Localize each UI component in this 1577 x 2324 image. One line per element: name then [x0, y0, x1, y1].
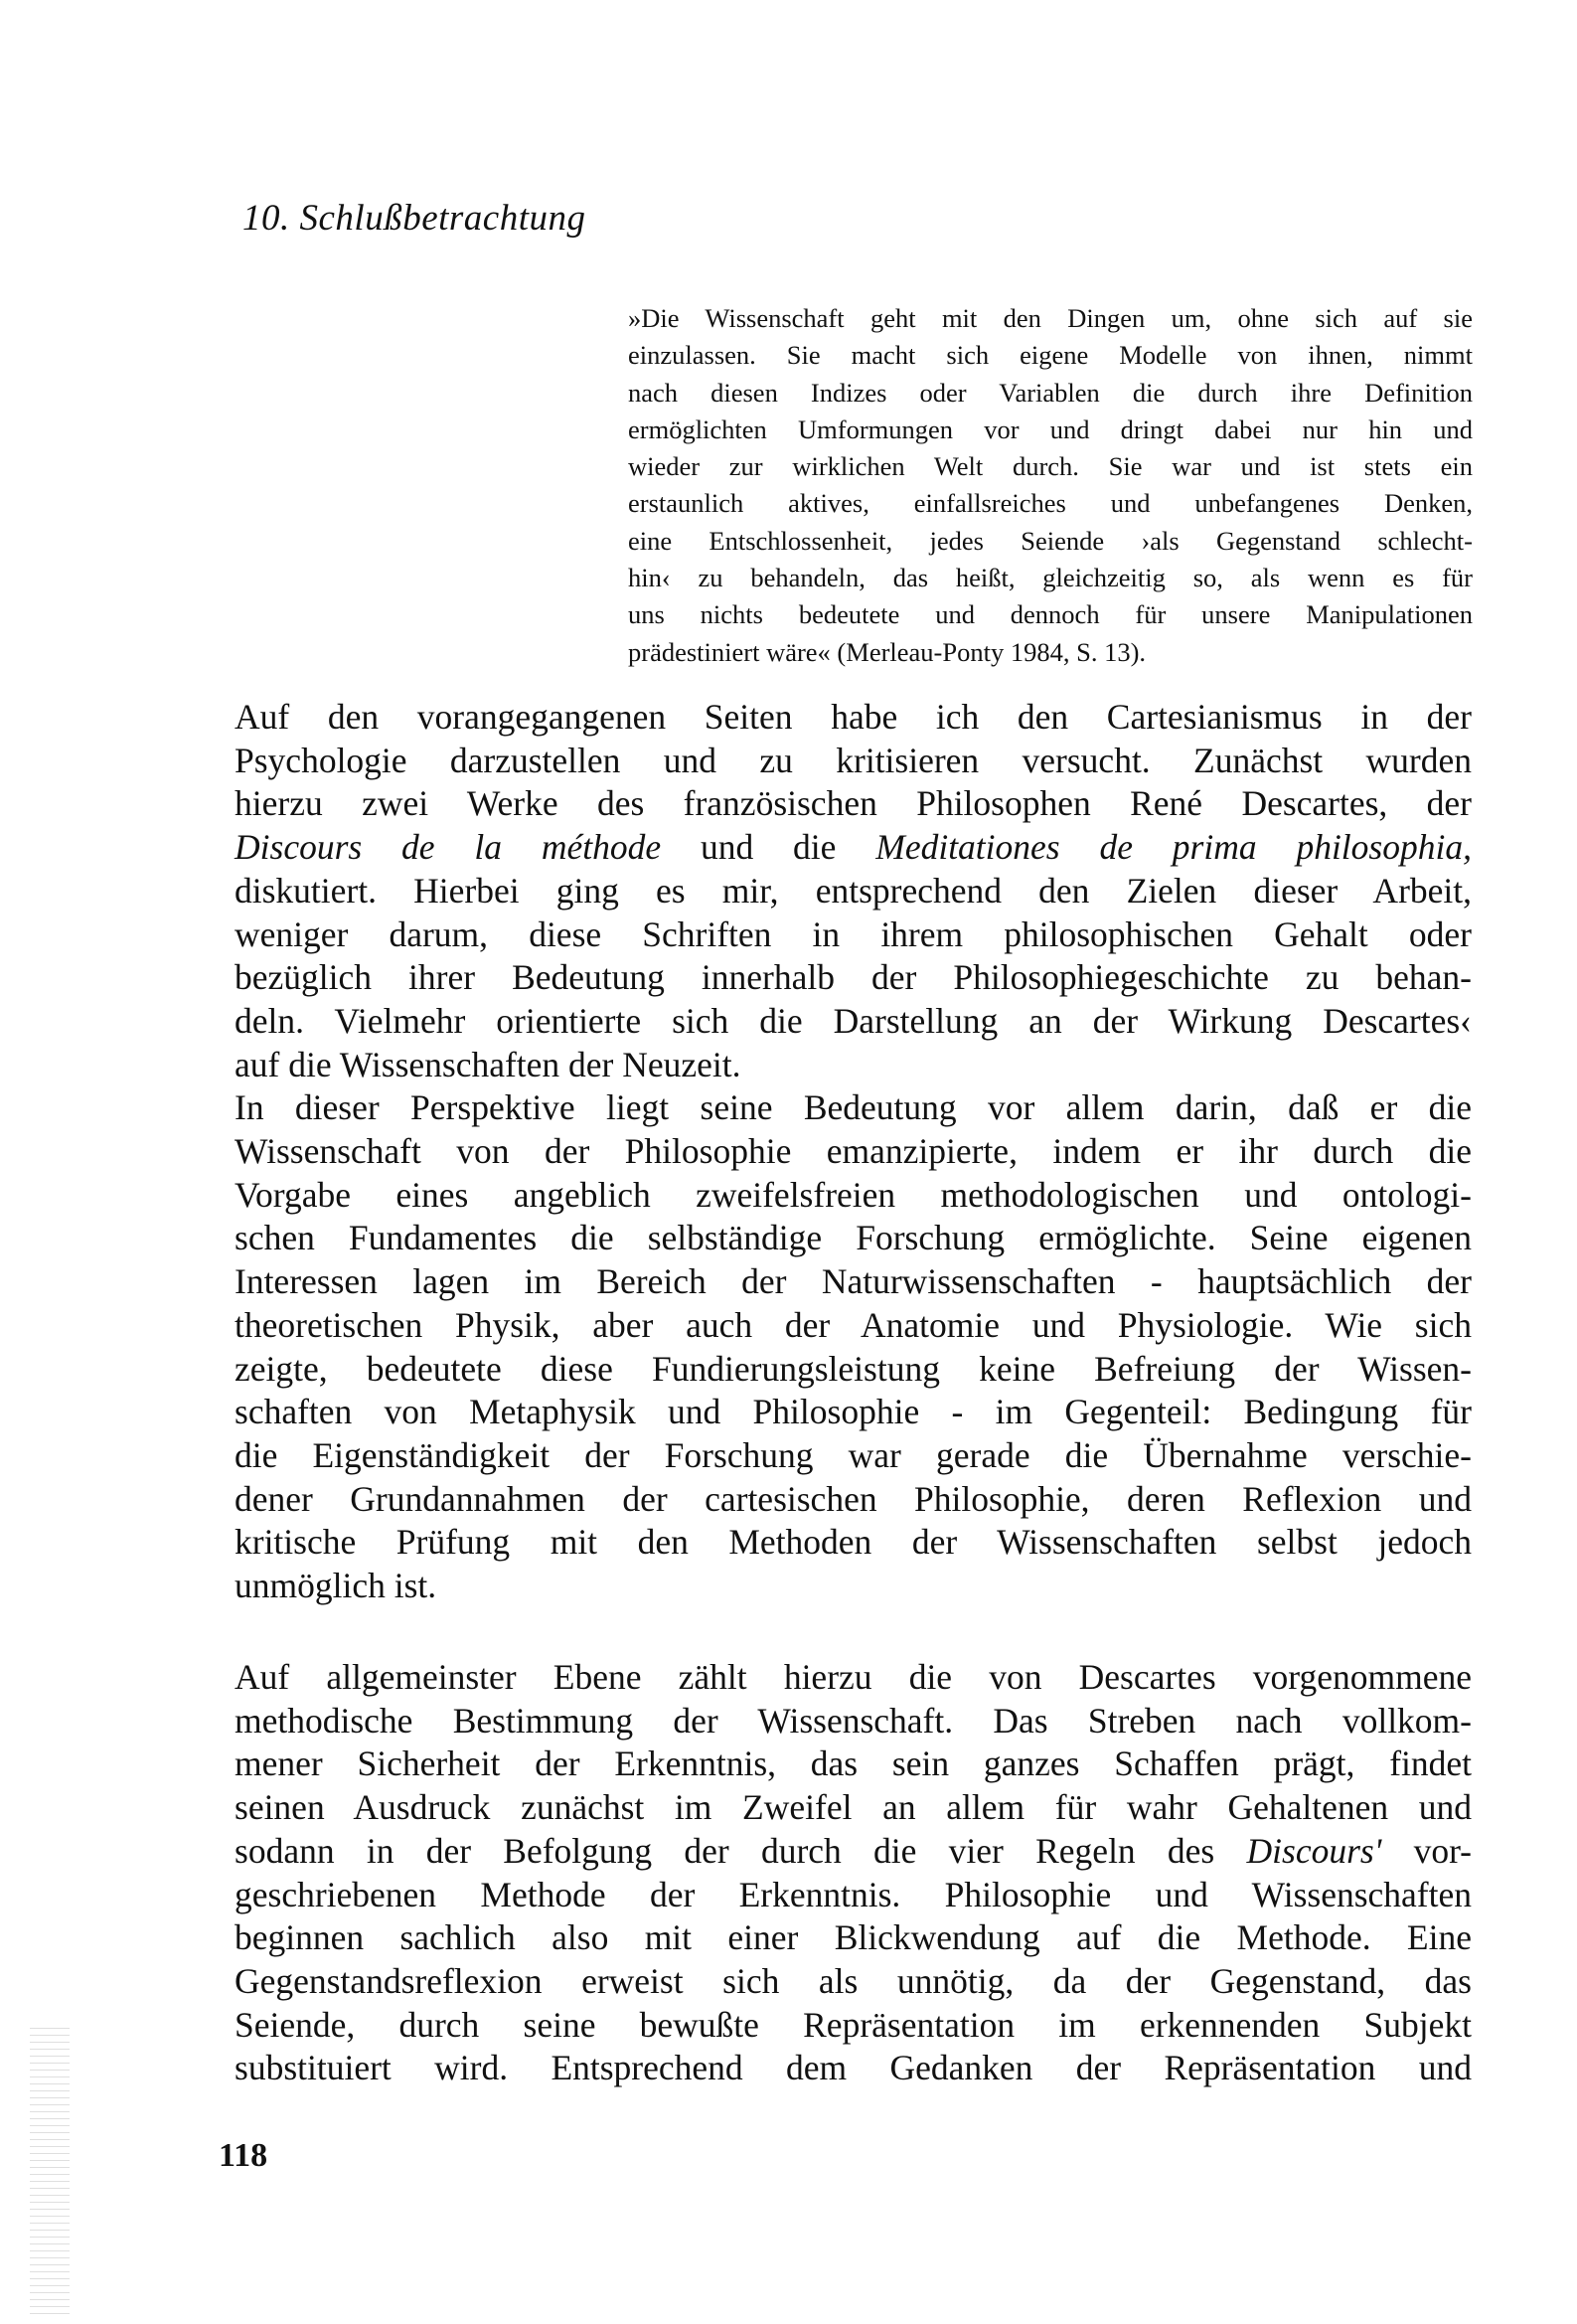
text-line: Wissenschaft von der Philosophie emanzipierte, indem er ihr durch die [235, 1131, 1472, 1172]
body-paragraph-2 [235, 1656, 1472, 2090]
text-line: auf die Wissenschaften der Neuzeit. [235, 1044, 741, 1084]
epigraph-line: prädestiniert wäre« (Merleau-Ponty 1984, S. 13). [628, 636, 1147, 667]
text-line: mener Sicherheit der Erkenntnis, das sein ganzes Schaffen prägt, findet [235, 1743, 1472, 1784]
epigraph-line: wieder zur wirklichen Welt durch. Sie war und ist stets ein [628, 451, 1473, 482]
text-line [235, 1830, 1472, 1874]
text-line: bezüglich ihrer Bedeutung innerhalb der Philosophiegeschichte zu behan- [235, 957, 1472, 998]
text-line: weniger darum, diese Schriften in ihrem philosophischen Gehalt oder [235, 913, 1472, 954]
text-fragment: und die [661, 827, 876, 868]
text-line: schen Fundamentes die selbständige Forschung ermöglichte. Seine eigenen [235, 1218, 1472, 1258]
book-title-discours: Discours' [1246, 1830, 1382, 1871]
text-line: Interessen lagen im Bereich der Naturwissenschaften - hauptsächlich der [235, 1261, 1472, 1302]
text-line: seinen Ausdruck zunächst im Zweifel an allem für wahr Gehaltenen und [235, 1787, 1472, 1828]
epigraph-line: nach diesen Indizes oder Variablen die durch ihre Definition [628, 377, 1473, 408]
scan-margin-artifact [30, 2028, 70, 2316]
text-line: hierzu zwei Werke des französischen Philosophen René Descartes, der [235, 783, 1472, 824]
text-line: schaften von Metaphysik und Philosophie - im Gegenteil: Bedingung für [235, 1392, 1472, 1432]
text-fragment: sodann in der Befolgung der durch die vier Regeln des [235, 1830, 1247, 1871]
chapter-heading: 10. Schlußbetrachtung [242, 198, 586, 239]
text-line [235, 826, 1472, 870]
text-line: zeigte, bedeutete diese Fundierungsleistung keine Befreiung der Wissen- [235, 1348, 1472, 1389]
text-line: Gegenstandsreflexion erweist sich als unnötig, da der Gegenstand, das [235, 1960, 1472, 2001]
page-number: 118 [219, 2137, 268, 2174]
book-title-meditationes: Meditationes de prima philosophia, [875, 827, 1472, 868]
epigraph-line: ermöglichten Umformungen vor und dringt dabei nur hin und [628, 414, 1473, 444]
text-line: Auf den vorangegangenen Seiten habe ich den Cartesianismus in der [235, 697, 1472, 737]
text-line: Psychologie darzustellen und zu kritisieren versucht. Zunächst wurden [235, 740, 1472, 780]
book-title-discours: Discours de la méthode [235, 827, 662, 868]
text-line: beginnen sachlich also mit einer Blickwendung auf die Methode. Eine [235, 1917, 1472, 1958]
epigraph-line: »Die Wissenschaft geht mit den Dingen um, ohne sich auf sie [628, 303, 1473, 333]
text-line: dener Grundannahmen der cartesischen Philosophie, deren Reflexion und [235, 1478, 1472, 1519]
text-line: Seiende, durch seine bewußte Repräsentation im erkennenden Subjekt [235, 2004, 1472, 2045]
epigraph-line: uns nichts bedeutete und dennoch für unsere Manipulationen [628, 599, 1473, 630]
body-paragraph-1 [235, 696, 1472, 1608]
text-line: Vorgabe eines angeblich zweifelsfreien methodologischen und ontologi- [235, 1174, 1472, 1215]
epigraph-line: eine Entschlossenheit, jedes Seiende ›als Gegenstand schlecht- [628, 525, 1473, 556]
text-line: diskutiert. Hierbei ging es mir, entsprechend den Zielen dieser Arbeit, [235, 870, 1472, 911]
text-line: die Eigenständigkeit der Forschung war gerade die Übernahme verschie- [235, 1434, 1472, 1475]
text-line: theoretischen Physik, aber auch der Anatomie und Physiologie. Wie sich [235, 1304, 1472, 1345]
text-line: methodische Bestimmung der Wissenschaft. Das Streben nach vollkom- [235, 1700, 1472, 1741]
epigraph-line: erstaunlich aktives, einfallsreiches und unbefangenes Denken, [628, 488, 1473, 519]
epigraph-quote [628, 300, 1473, 671]
text-line: geschriebenen Methode der Erkenntnis. Philosophie und Wissenschaften [235, 1874, 1472, 1914]
epigraph-line: hin‹ zu behandeln, das heißt, gleichzeitig so, als wenn es für [628, 563, 1473, 593]
epigraph-line: einzulassen. Sie macht sich eigene Modelle von ihnen, nimmt [628, 340, 1473, 371]
text-line: deln. Vielmehr orientierte sich die Darstellung an der Wirkung Descartes‹ [235, 1000, 1472, 1041]
text-line: kritische Prüfung mit den Methoden der Wissenschaften selbst jedoch [235, 1522, 1472, 1563]
text-line: substituiert wird. Entsprechend dem Gedanken der Repräsentation und [235, 2048, 1472, 2088]
text-line: Auf allgemeinster Ebene zählt hierzu die von Descartes vorgenommene [235, 1657, 1472, 1697]
text-line: In dieser Perspektive liegt seine Bedeutung vor allem darin, daß er die [235, 1087, 1472, 1128]
text-line: unmöglich ist. [235, 1566, 437, 1606]
text-fragment: vor- [1381, 1830, 1472, 1871]
